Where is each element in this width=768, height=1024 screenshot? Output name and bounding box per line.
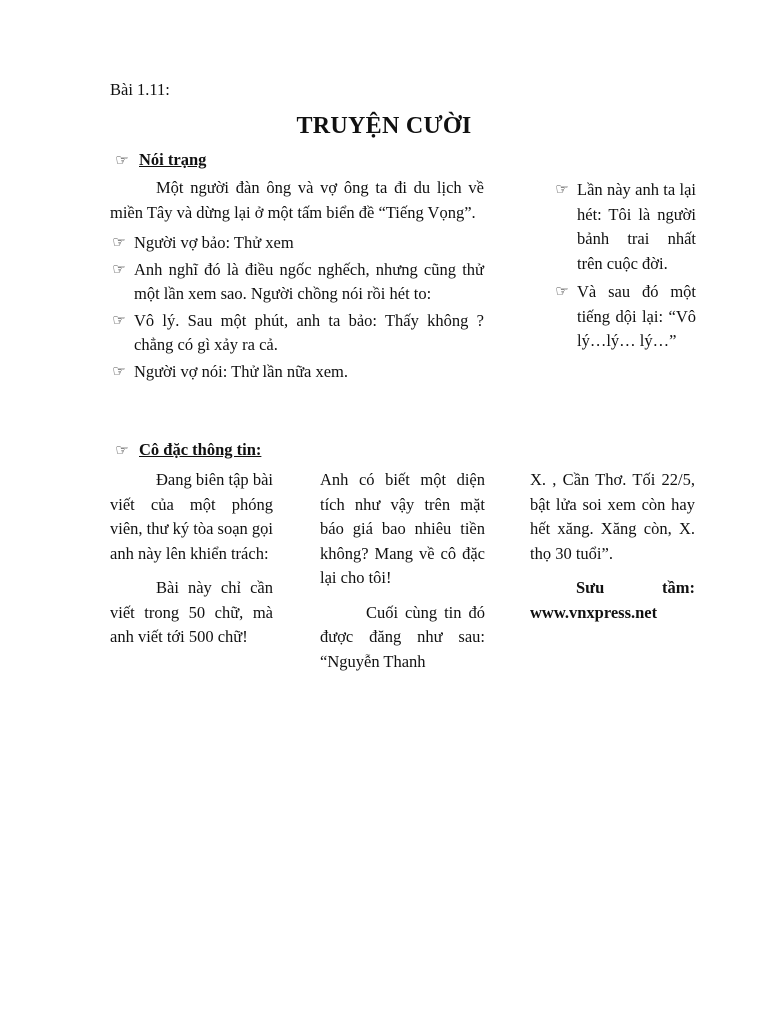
list-item: ☞ Người vợ bảo: Thử xem xyxy=(110,231,484,256)
list-item: ☞ Và sau đó một tiếng dội lại: “Vô lý…lý… lý…” xyxy=(553,280,696,354)
story-right-column xyxy=(553,178,696,358)
paragraph: X. , Cần Thơ. Tối 22/5, bật lửa soi xem còn hay hết xăng. Xăng còn, X. thọ 30 tuổi”. xyxy=(530,470,695,563)
story-intro: Một người đàn ông và vợ ông ta đi du lịch về miền Tây và dừng lại ở một tấm biển đề “Tiếng Vọng”. xyxy=(110,178,484,222)
pointing-hand-outline-icon: ☞ xyxy=(555,182,569,198)
list-item: ☞ Người vợ nói: Thử lần nữa xem. xyxy=(110,360,484,385)
pointing-hand-icon: ☞ xyxy=(115,442,129,459)
paragraph: Đang biên tập bài viết của một phóng viên, thư ký tòa soạn gọi anh này lên khiển trách: xyxy=(110,470,273,563)
lesson-label: Bài 1.11: xyxy=(110,80,170,99)
section-heading-text: Cô đặc thông tin: xyxy=(139,440,262,459)
section-heading-noi-trang xyxy=(113,150,206,170)
paragraph: Bài này chỉ cần viết trong 50 chữ, mà anh viết tới 500 chữ! xyxy=(110,578,273,646)
pointing-hand-outline-icon: ☞ xyxy=(112,363,126,380)
story2-column-2 xyxy=(320,468,485,674)
section-heading-co-dac-thong-tin xyxy=(113,440,261,460)
pointing-hand-icon: ☞ xyxy=(115,152,129,169)
page-title: TRUYỆN CƯỜI xyxy=(296,113,472,139)
story2-column-3 xyxy=(530,468,695,625)
section-heading-text: Nói trạng xyxy=(139,150,207,169)
paragraph: Anh có biết một diện tích như vậy trên mặt báo giá bao nhiêu tiền không? Mang về cô đặc lại cho tôi! xyxy=(320,470,485,587)
source-label: Sưu tầm: xyxy=(576,578,695,597)
list-item: ☞ Anh nghĩ đó là điều ngốc nghếch, nhưng cũng thử một lần xem sao. Người chồng nói rồi hét to: xyxy=(110,258,484,307)
pointing-hand-outline-icon: ☞ xyxy=(112,312,126,329)
paragraph: Cuối cùng tin đó được đăng như sau: “Nguyễn Thanh xyxy=(320,602,485,671)
list-item: ☞ Lần này anh ta lại hét: Tôi là người bảnh trai nhất trên cuộc đời. xyxy=(553,178,696,276)
list-item: ☞ Vô lý. Sau một phút, anh ta bảo: Thấy không ? chẳng có gì xảy ra cả. xyxy=(110,309,484,358)
pointing-hand-outline-icon: ☞ xyxy=(112,261,126,278)
pointing-hand-outline-icon: ☞ xyxy=(112,235,126,251)
pointing-hand-outline-icon: ☞ xyxy=(555,284,569,300)
story-left-column xyxy=(110,176,484,386)
story2-column-1 xyxy=(110,468,273,650)
source-url: www.vnxpress.net xyxy=(530,602,658,622)
